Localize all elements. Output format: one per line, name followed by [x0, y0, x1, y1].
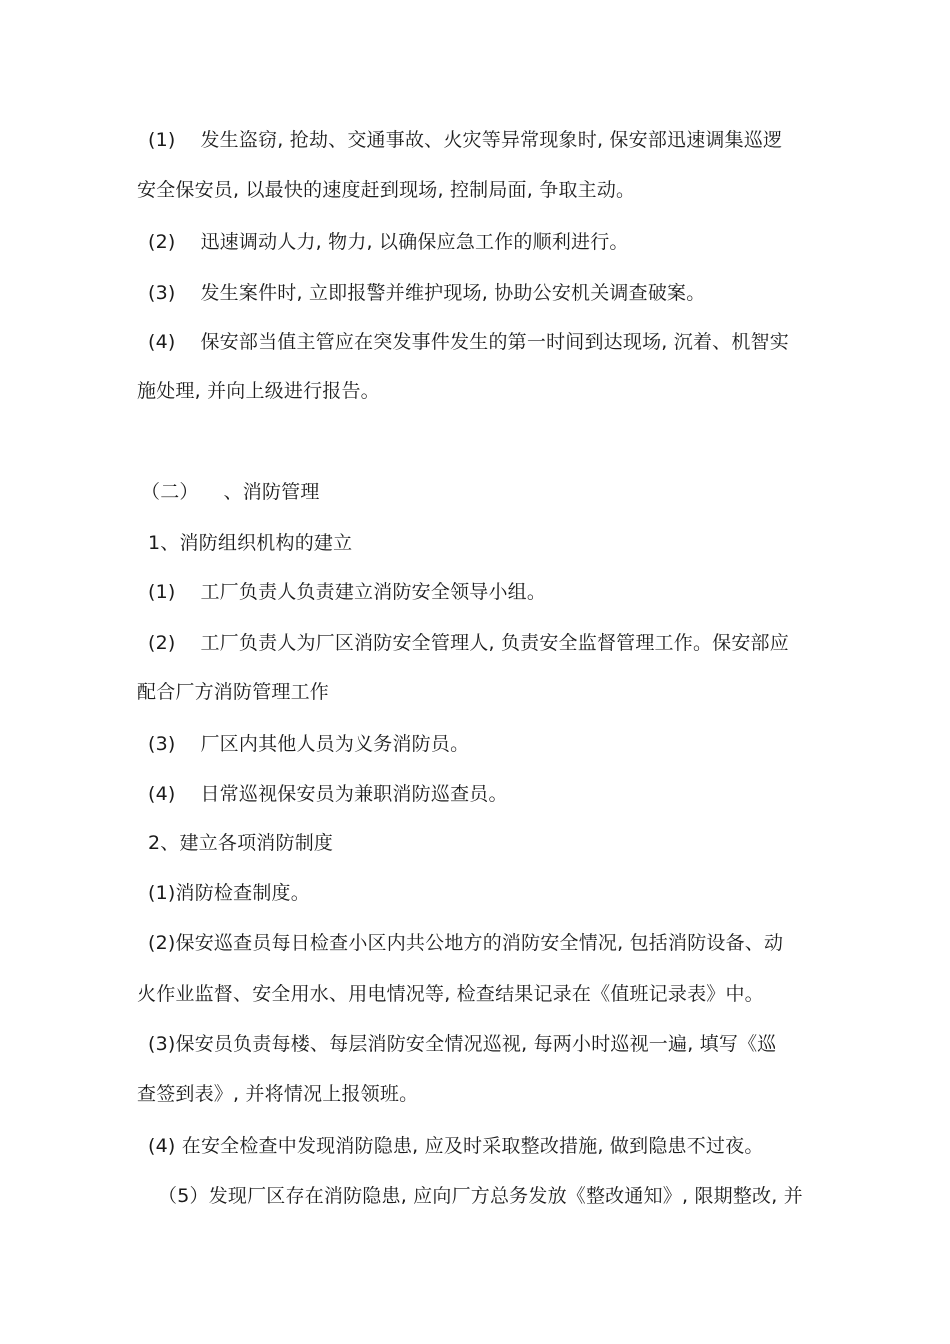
paragraph-line: 安全保安员, 以最快的速度赶到现场, 控制局面, 争取主动。 [137, 179, 636, 201]
paragraph-line: 火作业监督、安全用水、用电情况等, 检查结果记录在《值班记录表》中。 [137, 983, 764, 1005]
paragraph-line: (4) 在安全检查中发现消防隐患, 应及时采取整改措施, 做到隐患不过夜。 [148, 1135, 764, 1157]
paragraph-line: (1) 发生盗窃, 抢劫、交通事故、火灾等异常现象时, 保安部迅速调集巡逻 [148, 129, 783, 151]
paragraph-line: (3) 发生案件时, 立即报警并维护现场, 协助公安机关调查破案。 [148, 282, 706, 304]
paragraph-line: 查签到表》, 并将情况上报领班。 [137, 1083, 419, 1105]
paragraph-line: （5）发现厂区存在消防隐患, 应向厂方总务发放《整改通知》, 限期整改, 并 [158, 1185, 803, 1207]
paragraph-line: (2) 工厂负责人为厂区消防安全管理人, 负责安全监督管理工作。保安部应 [148, 632, 789, 654]
paragraph-line: (2) 迅速调动人力, 物力, 以确保应急工作的顺利进行。 [148, 231, 629, 253]
paragraph-line: (3)保安员负责每楼、每层消防安全情况巡视, 每两小时巡视一遍, 填写《巡 [148, 1033, 777, 1055]
paragraph-line: 配合厂方消防管理工作 [137, 681, 330, 703]
paragraph-line: 施处理, 并向上级进行报告。 [137, 380, 380, 402]
paragraph-line: (2)保安巡查员每日检查小区内共公地方的消防安全情况, 包括消防设备、动 [148, 932, 784, 954]
section-heading: （二） 、消防管理 [141, 481, 320, 503]
subsection-heading: 2、建立各项消防制度 [148, 832, 334, 854]
paragraph-line: (4) 日常巡视保安员为兼职消防巡查员。 [148, 783, 508, 805]
paragraph-line: (1) 工厂负责人负责建立消防安全领导小组。 [148, 581, 547, 603]
paragraph-line: (4) 保安部当值主管应在突发事件发生的第一时间到达现场, 沉着、机智实 [148, 331, 789, 353]
paragraph-line: (1)消防检查制度。 [148, 882, 310, 904]
subsection-heading: 1、消防组织机构的建立 [148, 532, 353, 554]
paragraph-line: (3) 厂区内其他人员为义务消防员。 [148, 733, 470, 755]
